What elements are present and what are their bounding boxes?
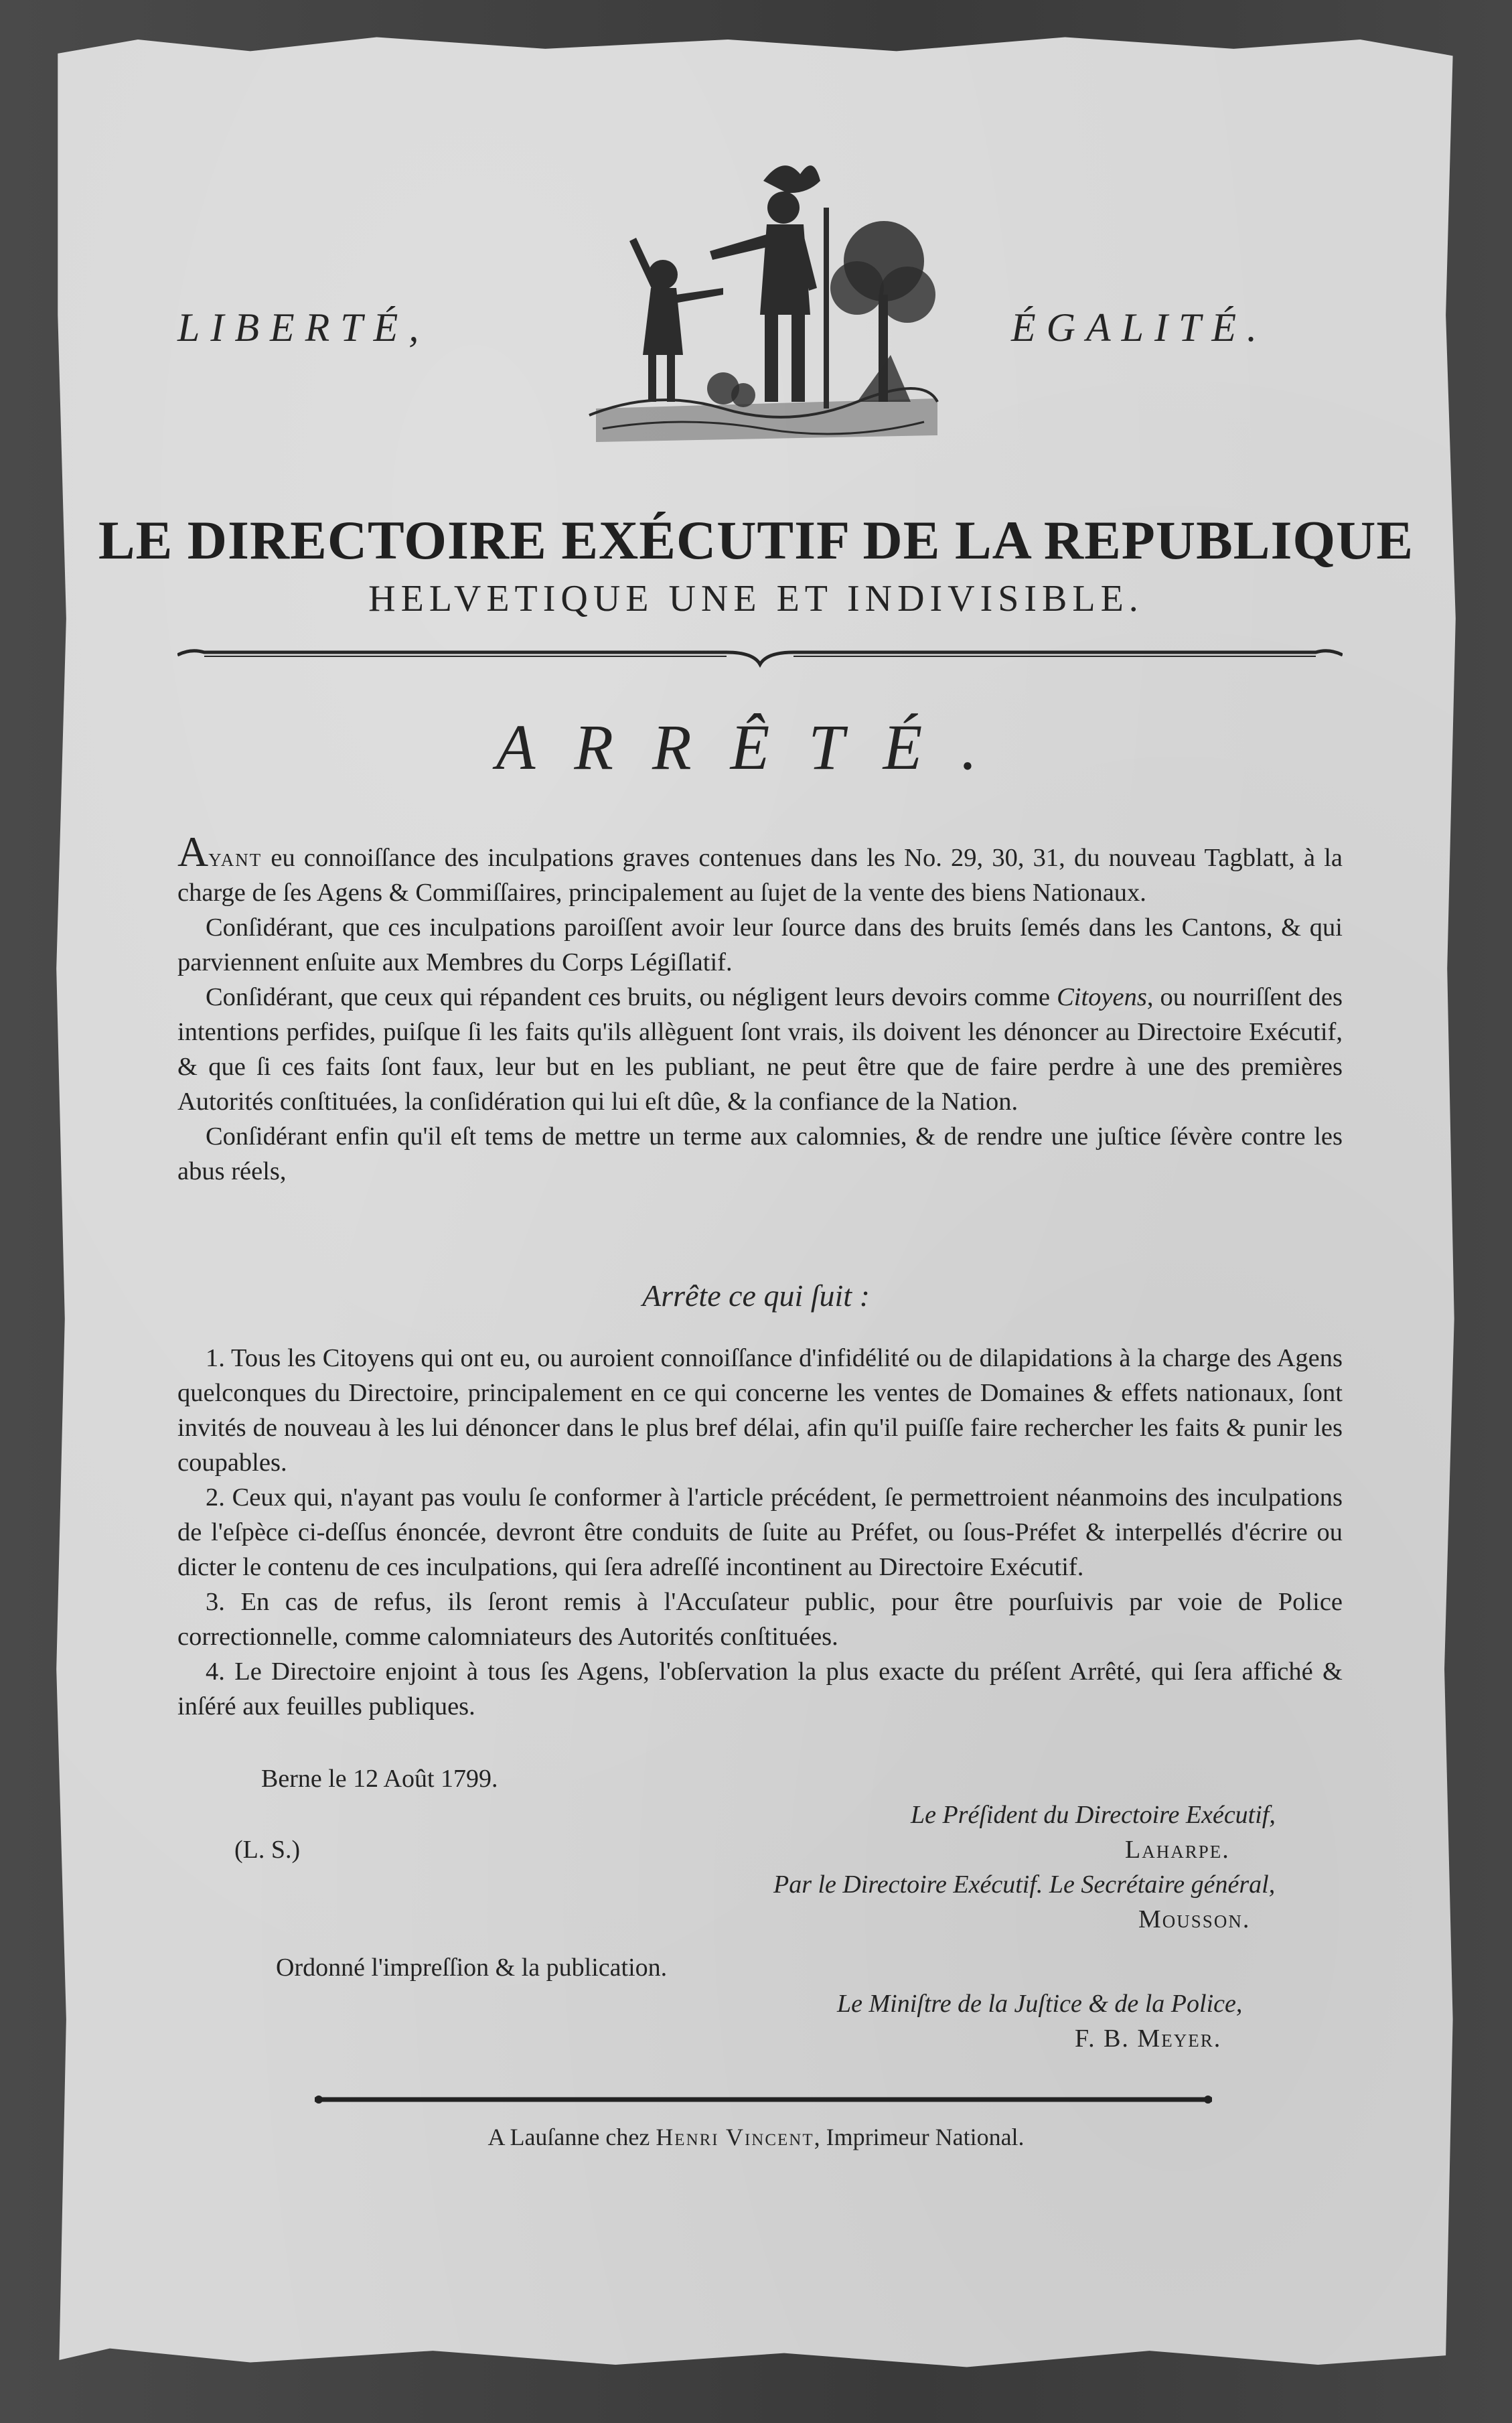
- preamble-paragraph-3-text-b: , ou nourriſſent des intentions perfides, puiſque ſi les faits qu'ils allèguent ſont vrais, ils doivent les dénoncer au Directoire Exécutif, & que ſi ces faits ſont faux, leur but en les publiant, ne peut être que de faire perdre à une des premières Autorités conſtituées, la conſidération qui lui eſt dûe, & la confiance de la Nation.: [177, 983, 1343, 1116]
- decree-heading: ARRÊTÉ.: [496, 711, 1016, 783]
- motto-right: ÉGALITÉ.: [1011, 305, 1268, 350]
- ornamental-rule: [177, 643, 1343, 670]
- place-date: Berne le 12 Août 1799.: [261, 1765, 498, 1793]
- preamble-paragraph-3-italic: Citoyens: [1057, 983, 1147, 1011]
- woodcut-vignette-illustration: [576, 134, 951, 455]
- preamble-opening-word: yant: [208, 844, 262, 872]
- motto-left: LIBERTÉ,: [177, 305, 430, 350]
- preamble-paragraph-3-text-a: Conſidérant, que ceux qui répandent ces bruits, ou négligent leurs devoirs comme: [206, 983, 1057, 1011]
- printer-prefix: A Lauſanne chez: [487, 2124, 656, 2150]
- printer-name: Henri Vincent: [656, 2124, 814, 2150]
- article-3: 3. En cas de refus, ils ſeront remis à l'Accuſateur public, pour être pourſuivis par voie de Police correctionnelle, comme calomniateurs des Autorités conſtituées.: [177, 1588, 1343, 1651]
- decree-intro: Arrête ce qui ſuit :: [642, 1278, 870, 1313]
- president-title: Le Préſident du Directoire Exécutif,: [911, 1801, 1276, 1829]
- president-signature: Laharpe.: [1125, 1836, 1230, 1864]
- footer-rule: [315, 2089, 1212, 2110]
- drop-cap: A: [177, 828, 209, 875]
- article-1: 1. Tous les Citoyens qui ont eu, ou auroient connoiſſance d'infidélité ou de dilapidations à la charge des Agens quelconques du Directoire, principalement en ce qui concerne les ventes de Domaines & effets nationaux, ſont invités de nouveau à les lui dénoncer dans le plus bref délai, afin qu'il puiſſe faire rechercher les faits & punir les coupables.: [177, 1344, 1343, 1477]
- preamble-text: [177, 828, 1343, 1189]
- seal-mark: (L. S.): [234, 1836, 301, 1864]
- printer-suffix: , Imprimeur National.: [814, 2124, 1025, 2150]
- preamble-paragraph-1-text: eu connoiſſance des inculpations graves contenues dans les No. 29, 30, 31, du nouveau Tagblatt, à la charge de ſes Agens & Commiſſaires, principalement au ſujet de la vente des biens Nationaux.: [177, 844, 1343, 907]
- secretary-title: Par le Directoire Exécutif. Le Secrétaire général,: [773, 1870, 1276, 1899]
- page-title: LE DIRECTOIRE EXÉCUTIF DE LA REPUBLIQUE: [98, 510, 1414, 571]
- page-subtitle: HELVETIQUE UNE ET INDIVISIBLE.: [368, 578, 1144, 619]
- article-2: 2. Ceux qui, n'ayant pas voulu ſe conformer à l'article précédent, ſe permettroient néanmoins des inculpations de l'eſpèce ci-deſſus énoncée, devront être conduits de ſuite au Préfet, ou ſous-Préfet & interpellés d'écrire ou dicter le contenu de ces inculpations, qui ſera adreſſé incontinent au Directoire Exécutif.: [177, 1483, 1343, 1581]
- minister-title: Le Miniſtre de la Juſtice & de la Police,: [837, 1990, 1243, 2018]
- publication-order: Ordonné l'impreſſion & la publication.: [276, 1954, 668, 1982]
- preamble-paragraph-1: [177, 828, 1343, 910]
- preamble-paragraph-2: Conſidérant, que ces inculpations paroiſſent avoir leur ſource dans des bruits ſemés dans les Cantons, & qui parviennent enſuite aux Membres du Corps Légiſlatif.: [177, 913, 1343, 976]
- article-4: 4. Le Directoire enjoint à tous ſes Agens, l'obſervation la plus exacte du préſent Arrêté, qui ſera affiché & inſéré aux feuilles publiques.: [177, 1658, 1343, 1720]
- preamble-paragraph-3: [177, 980, 1343, 1119]
- secretary-signature: Mousson.: [1138, 1905, 1251, 1933]
- preamble-paragraph-4: Conſidérant enfin qu'il eſt tems de mettre un terme aux calomnies, & de rendre une juſtice ſévère contre les abus réels,: [177, 1122, 1343, 1185]
- minister-signature: F. B. Meyer.: [1075, 2025, 1222, 2053]
- articles-list: [177, 1341, 1343, 1724]
- printer-imprint: [0, 2123, 1512, 2151]
